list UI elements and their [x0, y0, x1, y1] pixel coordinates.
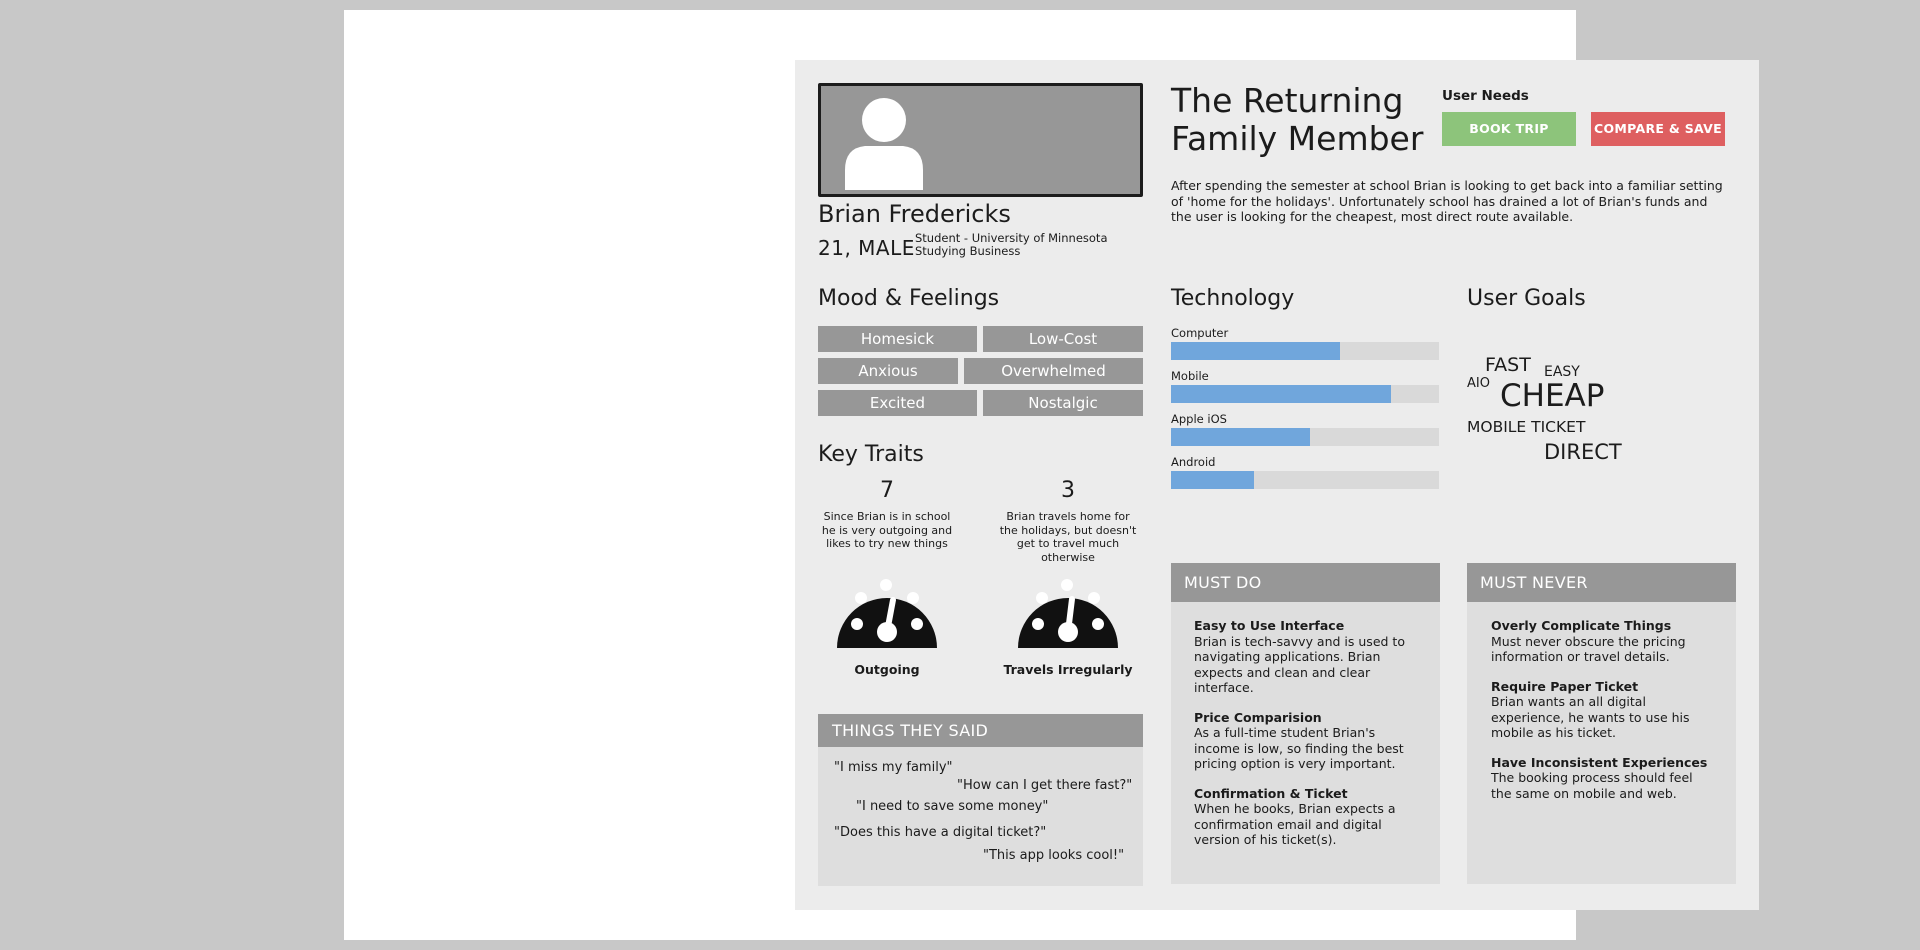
trait-label: Outgoing	[854, 662, 920, 677]
must-never-item	[1491, 679, 1711, 741]
tech-label: Android	[1171, 455, 1216, 469]
must-never-item	[1491, 755, 1711, 802]
tech-bar-fill	[1171, 342, 1340, 360]
trait-label: Travels Irregularly	[1003, 662, 1133, 677]
item-text: Brian wants an all digital experience, he wants to use his mobile as his ticket.	[1491, 694, 1690, 740]
tech-label: Computer	[1171, 326, 1229, 340]
persona-description: After spending the semester at school Brian is looking to get back into a familiar setting of 'home for the holidays'. Unfortunately school has drained a lot of Brian's funds and the user is looking for the cheapest, most direct route available.	[1171, 178, 1723, 224]
must-do-item	[1194, 618, 1414, 696]
tech-bar-fill	[1171, 428, 1310, 446]
mood-tag: Overwhelmed	[964, 358, 1143, 384]
must-never-item	[1491, 618, 1711, 665]
tech-bar	[1171, 385, 1439, 403]
item-text: Brian is tech-savvy and is used to navigating applications. Brian expects and clean and clear interface.	[1194, 633, 1405, 695]
item-title: Easy to Use Interface	[1194, 618, 1345, 633]
item-text: As a full-time student Brian's income is low, so finding the best pricing option is very important.	[1194, 725, 1404, 771]
goal-word: MOBILE TICKET	[1467, 418, 1586, 436]
quotes-heading: THINGS THEY SAID	[818, 714, 1143, 747]
item-title: Overly Complicate Things	[1491, 618, 1672, 633]
item-title: Confirmation & Ticket	[1194, 785, 1348, 801]
mood-heading: Mood & Feelings	[818, 286, 1000, 311]
quote: "This app looks cool!"	[983, 848, 1125, 863]
item-title: Require Paper Ticket	[1491, 678, 1639, 694]
traits-heading: Key Traits	[818, 442, 924, 467]
must-do-heading: MUST DO	[1171, 563, 1440, 602]
persona-occupation	[915, 232, 1108, 258]
speedometer-icon	[835, 566, 939, 650]
persona-age-sex: 21, MALE	[818, 236, 915, 260]
tech-bar	[1171, 342, 1439, 360]
title-line: The Returning	[1171, 81, 1404, 120]
document-page	[344, 10, 1723, 940]
tech-bar-fill	[1171, 385, 1391, 403]
tech-bar-fill	[1171, 471, 1254, 489]
technology-list	[1171, 326, 1441, 489]
occupation-line: Studying Business	[915, 244, 1021, 258]
goal-word: FAST	[1485, 354, 1531, 376]
title-line: Family Member	[1171, 119, 1424, 158]
profile-photo	[818, 83, 1143, 197]
tech-label: Mobile	[1171, 369, 1209, 383]
goal-word: DIRECT	[1544, 440, 1622, 464]
must-never-list	[1491, 618, 1711, 815]
book-trip-button[interactable]: BOOK TRIP	[1442, 112, 1576, 146]
must-never-heading: MUST NEVER	[1467, 563, 1736, 602]
quote: "I miss my family"	[834, 760, 953, 775]
mood-tag: Homesick	[818, 326, 977, 352]
trait-description: Since Brian is in school he is very outgoing and likes to try new things	[821, 510, 953, 550]
goals-heading: User Goals	[1467, 286, 1586, 311]
mood-tag: Excited	[818, 390, 977, 416]
item-text: The booking process should feel the same on mobile and web.	[1491, 770, 1693, 801]
trait-value: 7	[880, 478, 894, 503]
tech-label: Apple iOS	[1171, 412, 1227, 426]
quote: "Does this have a digital ticket?"	[834, 825, 1047, 840]
item-text: When he books, Brian expects a confirmation email and digital version of his ticket(s).	[1194, 801, 1396, 847]
must-do-item	[1194, 710, 1414, 772]
mood-tag: Anxious	[818, 358, 958, 384]
must-do-item	[1194, 786, 1414, 848]
user-needs-label: User Needs	[1442, 88, 1529, 104]
item-title: Price Comparision	[1194, 709, 1322, 725]
goal-word: EASY	[1544, 364, 1580, 380]
tech-bar	[1171, 471, 1439, 489]
must-do-list	[1194, 618, 1414, 862]
item-text: Must never obscure the pricing information or travel details.	[1491, 633, 1686, 664]
persona-title	[1171, 82, 1423, 158]
occupation-line: Student - University of Minnesota	[915, 231, 1108, 245]
trait-value: 3	[1061, 478, 1075, 503]
goal-word: AIO	[1467, 376, 1490, 391]
quote: "How can I get there fast?"	[957, 778, 1133, 793]
tech-bar	[1171, 428, 1439, 446]
speedometer-icon	[1016, 566, 1120, 650]
technology-heading: Technology	[1171, 286, 1295, 311]
quote: "I need to save some money"	[856, 799, 1049, 814]
item-title: Have Inconsistent Experiences	[1491, 754, 1708, 770]
user-avatar-icon	[843, 94, 927, 194]
persona-name: Brian Fredericks	[818, 200, 1011, 228]
goal-word: CHEAP	[1500, 378, 1605, 414]
mood-tag: Nostalgic	[983, 390, 1143, 416]
mood-tag: Low-Cost	[983, 326, 1143, 352]
trait-description: Brian travels home for the holidays, but doesn't get to travel much otherwise	[999, 510, 1137, 564]
persona-card	[795, 60, 1759, 910]
compare-save-button[interactable]: COMPARE & SAVE	[1591, 112, 1725, 146]
